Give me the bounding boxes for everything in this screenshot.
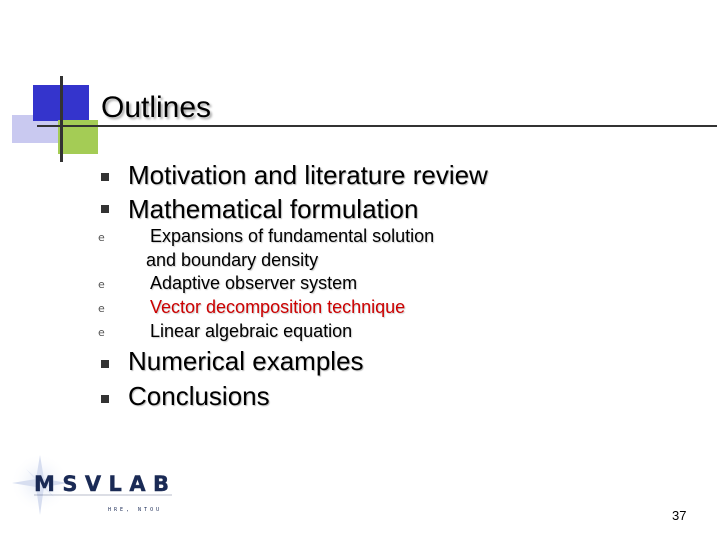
outline-item-label: Numerical examples bbox=[128, 346, 364, 376]
page-number: 37 bbox=[672, 508, 687, 523]
outline-subitem-label: Adaptive observer system bbox=[150, 273, 358, 293]
sub-bullet-icon: e bbox=[98, 278, 105, 291]
outline-subitem-label-continued: and boundary density bbox=[146, 250, 319, 270]
outline-subitem-label: Linear algebraic equation bbox=[150, 321, 353, 341]
sub-bullet-icon: e bbox=[98, 231, 105, 244]
outline-subitem-label: Expansions of fundamental solution bbox=[150, 226, 435, 246]
svg-text:HRE, NTOU: HRE, NTOU bbox=[108, 507, 163, 513]
square-bullet-icon bbox=[101, 205, 109, 213]
outline-item-label: Mathematical formulation bbox=[128, 194, 419, 224]
msvlab-logo bbox=[8, 455, 208, 525]
slide-title: Outlines bbox=[101, 91, 212, 124]
sub-bullet-icon: e bbox=[98, 326, 105, 339]
sub-bullet-icon: e bbox=[98, 302, 105, 315]
outline-item-label: Conclusions bbox=[128, 381, 270, 411]
square-bullet-icon bbox=[101, 173, 109, 181]
square-bullet-icon bbox=[101, 360, 109, 368]
outline-subitem-label-highlighted: Vector decomposition technique bbox=[150, 297, 406, 317]
square-bullet-icon bbox=[101, 395, 109, 403]
svg-text:MSVLAB: MSVLAB bbox=[34, 472, 170, 496]
outline-item-label: Motivation and literature review bbox=[128, 160, 488, 190]
